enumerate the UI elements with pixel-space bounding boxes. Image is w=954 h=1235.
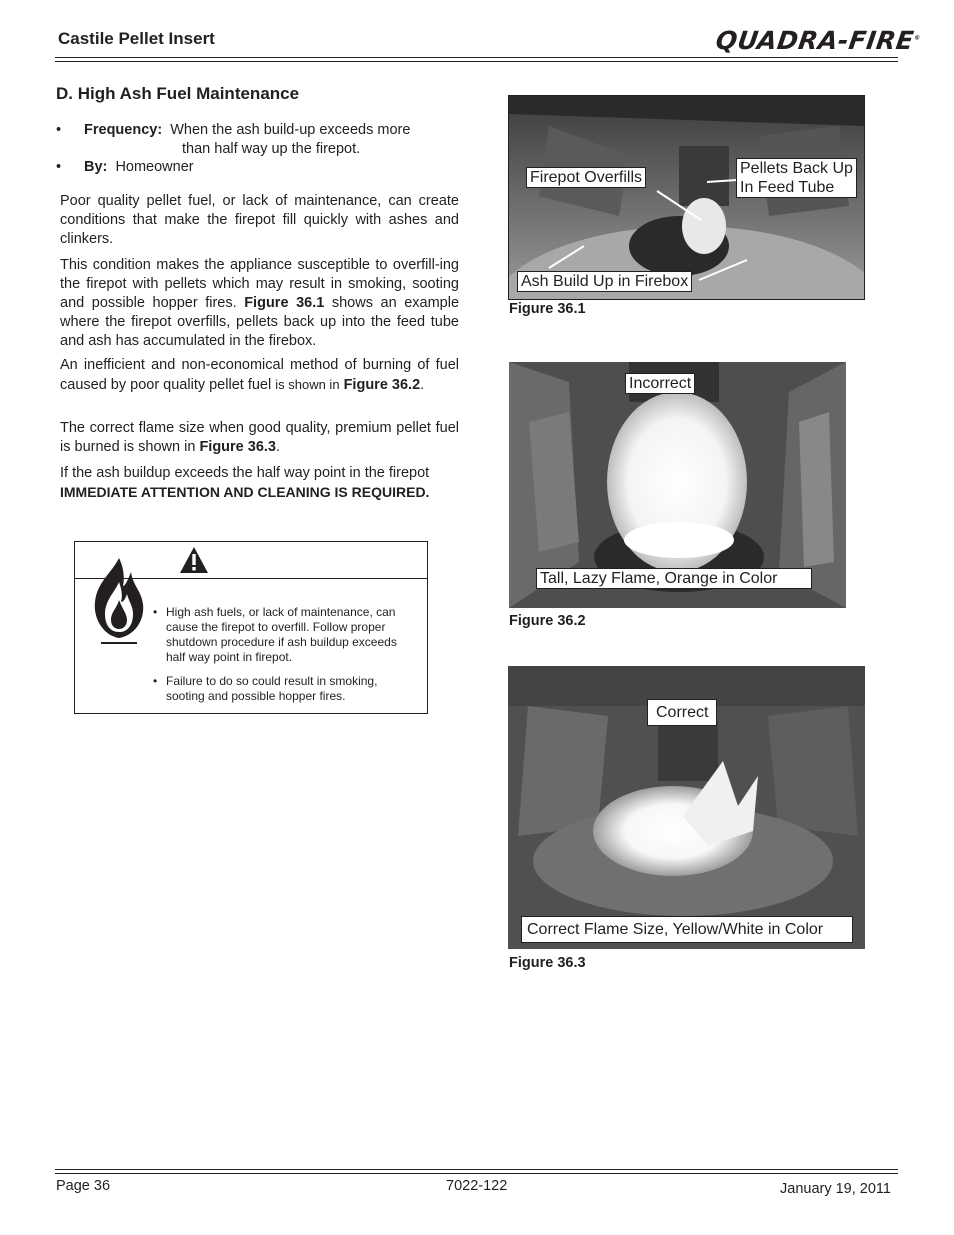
- page-number: Page 36: [56, 1178, 111, 1194]
- footer-date: January 19, 2011: [780, 1181, 891, 1197]
- figure-ref: Figure 36.2: [343, 377, 421, 393]
- paragraph-2: This condition makes the appliance susceptible to overfill-ing the firepot with pellets which may result in smoking, sooting and possible hopper fires. Figure 36.1 shows an example where the firepot overfills, pellets back up into the feed tube and ash has accumulated in the firebox.: [60, 257, 460, 349]
- figure-36-1-caption: Figure 36.1: [509, 301, 586, 317]
- frequency-label: Frequency:: [84, 122, 163, 138]
- figure-36-1-photo: [508, 95, 865, 300]
- brand-logo: QUADRA-FIRE®: [713, 26, 922, 55]
- warning-item-2: Failure to do so could result in smoking, sooting and possible hopper fires.: [166, 674, 378, 703]
- warning-item-1: High ash fuels, or lack of maintenance, can cause the firepot to overfill. Follow proper shutdown procedure if ash buildup exceeds half way point in firepot.: [166, 605, 397, 664]
- frequency-text-cont: than half way up the firepot.: [182, 141, 361, 157]
- paragraph-3: An inefficient and non-economical method of burning of fuel caused by poor quality pellet fuel is shown in Figure 36.2.: [60, 357, 459, 393]
- firepot-overfills-label: Firepot Overfills: [526, 167, 646, 188]
- header-rule-thin: [55, 61, 898, 62]
- footer-rule-thin: [55, 1169, 898, 1170]
- paragraph-5: If the ash buildup exceeds the half way point in the firepot IMMEDIATE ATTENTION AND CLEANING IS REQUIRED.: [60, 465, 430, 500]
- frequency-bullet: •: [56, 122, 62, 138]
- figure-36-3-caption: Figure 36.3: [509, 955, 586, 971]
- ash-build-up-label: Ash Build Up in Firebox: [517, 271, 692, 292]
- pellets-back-up-label: Pellets Back Up In Feed Tube: [736, 158, 857, 198]
- tall-lazy-flame-label: Tall, Lazy Flame, Orange in Color: [536, 568, 812, 589]
- correct-flame-label: Correct Flame Size, Yellow/White in Color: [521, 916, 853, 943]
- header-title: Castile Pellet Insert: [58, 29, 215, 48]
- warning-box: • High ash fuels, or lack of maintenance, can cause the firepot to overfill. Follow proper shutdown procedure if ash buildup exceeds half way point in firepot. • Failure to do so could result in smoking, sooting and possible hopper fires.: [74, 541, 428, 714]
- fire-hazard-icon: [89, 556, 149, 646]
- footer-rule: [55, 1173, 898, 1174]
- by-item: [84, 159, 194, 175]
- figure-ref: Figure 36.1: [244, 295, 325, 311]
- paragraph-1: Poor quality pellet fuel, or lack of maintenance, can create conditions that make the firepot fill quickly with ashes and clinkers.: [60, 193, 459, 247]
- figure-ref: Figure 36.3: [199, 439, 276, 455]
- by-bullet: •: [56, 159, 62, 175]
- figure-36-2-caption: Figure 36.2: [509, 613, 586, 629]
- incorrect-label: Incorrect: [625, 373, 695, 394]
- frequency-text: When the ash build-up exceeds more: [170, 122, 411, 138]
- figure-36-3-photo: [508, 666, 865, 949]
- doc-number: 7022-122: [446, 1178, 508, 1194]
- correct-label: Correct: [647, 699, 717, 726]
- warning-triangle-icon: [179, 546, 209, 574]
- figure-36-2-photo: [509, 362, 846, 608]
- by-text: Homeowner: [115, 159, 194, 175]
- paragraph-4: The correct flame size when good quality, premium pellet fuel is burned is shown in Figure 36.3.: [60, 420, 459, 455]
- header-rule: [55, 57, 898, 58]
- section-title: D. High Ash Fuel Maintenance: [56, 84, 300, 103]
- by-label: By:: [84, 159, 108, 175]
- frequency-item: [84, 122, 410, 138]
